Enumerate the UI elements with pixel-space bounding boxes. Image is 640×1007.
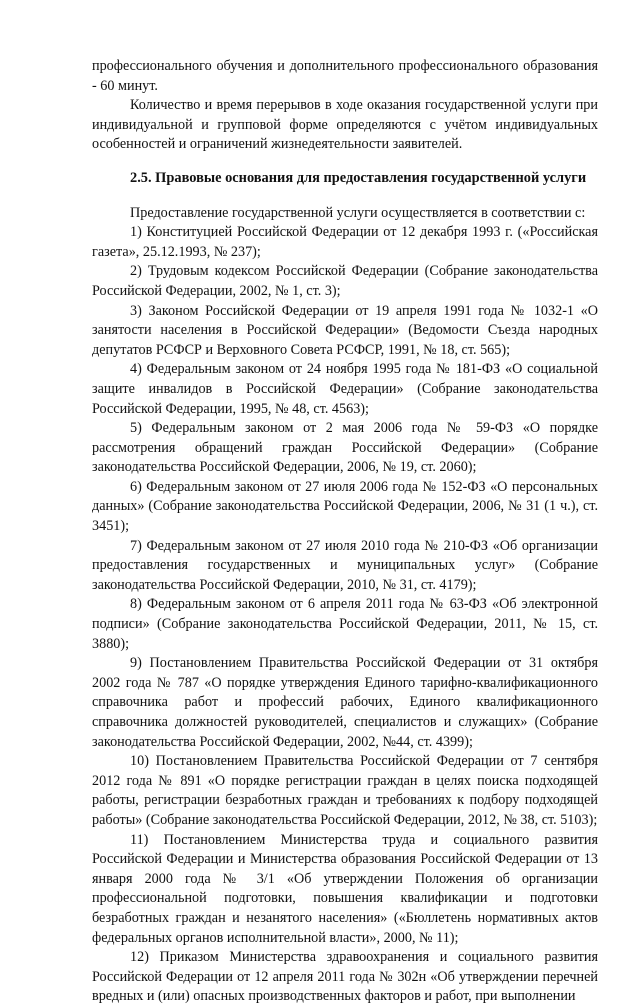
legal-basis-item-9: 9) Постановлением Правительства Российской Федерации от 31 октября 2002 года № 787 «О порядке утверждения Единого тарифно-квалификационного справочника работ и профессий рабочих, Единого квалификационного справочника должностей руководителей, специалистов и служащих» (Собрание законодательства Российской Федерации, 2002, №44, ст. 4399); [92, 655, 598, 750]
legal-basis-item-3: 3) Законом Российской Федерации от 19 апреля 1991 года № 1032-1 «О занятости населения в Российской Федерации» (Ведомости Съезда народных депутатов РСФСР и Верховного Совета РСФСР, 1991, № 18, ст. 565); [92, 302, 598, 358]
legal-basis-item-2: 2) Трудовым кодексом Российской Федерации (Собрание законодательства Российской Федерации, 2002, № 1, ст. 3); [92, 263, 598, 299]
legal-basis-item-8: 8) Федеральным законом от 6 апреля 2011 года № 63-ФЗ «Об электронной подписи» (Собрание законодательства Российской Федерации, 2011, № 15, ст. 3880); [92, 596, 598, 652]
section-heading: 2.5. Правовые основания для предоставления государственной услуги [130, 169, 587, 186]
breaks-paragraph: Количество и время перерывов в ходе оказания государственной услуги при индивидуальной и групповой форме определяются с учётом индивидуальных особенностей и ограничений жизнедеятельности заявителей. [92, 97, 598, 153]
legal-basis-item-11: 11) Постановлением Министерства труда и социального развития Российской Федерации и Министерства образования Российской Федерации от 13 января 2000 года № 3/1 «Об утверждении Положения об организации профессиональной подготовки, повышения квалификации и подготовки безработных граждан и незанятого населения» («Бюллетень нормативных актов федеральных органов исполнительной власти», 2000, № 11); [92, 831, 598, 946]
legal-basis-item-7: 7) Федеральным законом от 27 июля 2010 года № 210-ФЗ «Об организации предоставления государственных и муниципальных услуг» (Собрание законодательства Российской Федерации, 2010, № 31, ст. 4179); [92, 537, 598, 593]
intro-paragraph: Предоставление государственной услуги осуществляется в соответствии с: [130, 204, 586, 221]
legal-basis-item-12: 12) Приказом Министерства здравоохранения и социального развития Российской Федерации от 12 апреля 2011 года № 302н «Об утверждении перечней вредных и (или) опасных производственных факторов и работ, при выполнении [92, 949, 598, 1005]
legal-basis-item-10: 10) Постановлением Правительства Российской Федерации от 7 сентября 2012 года № 891 «О порядке регистрации граждан в целях поиска подходящей работы, регистрации безработных граждан и требованиях к подбору подходящей работы» (Собрание законодательства Российской Федерации, 2012, № 38, ст. 5103); [92, 753, 598, 828]
legal-basis-item-5: 5) Федеральным законом от 2 мая 2006 года № 59-ФЗ «О порядке рассмотрения обращений граждан Российской Федерации» (Собрание законодательства Российской Федерации, 2006, № 19, ст. 2060); [92, 420, 598, 476]
legal-basis-item-1: 1) Конституцией Российской Федерации от 12 декабря 1993 г. («Российская газета», 25.12.1993, № 237); [92, 224, 598, 260]
legal-basis-item-6: 6) Федеральным законом от 27 июля 2006 года № 152-ФЗ «О персональных данных» (Собрание законодательства Российской Федерации, 2006, № 31 (1 ч.), ст. 3451); [92, 478, 598, 535]
legal-basis-item-4: 4) Федеральным законом от 24 ноября 1995 года № 181-ФЗ «О социальной защите инвалидов в Российской Федерации» (Собрание законодательства Российской Федерации, 1995, № 48, ст. 4563); [92, 361, 598, 417]
continuation-paragraph: профессионального обучения и дополнительного профессионального образования - 60 минут. [92, 58, 598, 94]
